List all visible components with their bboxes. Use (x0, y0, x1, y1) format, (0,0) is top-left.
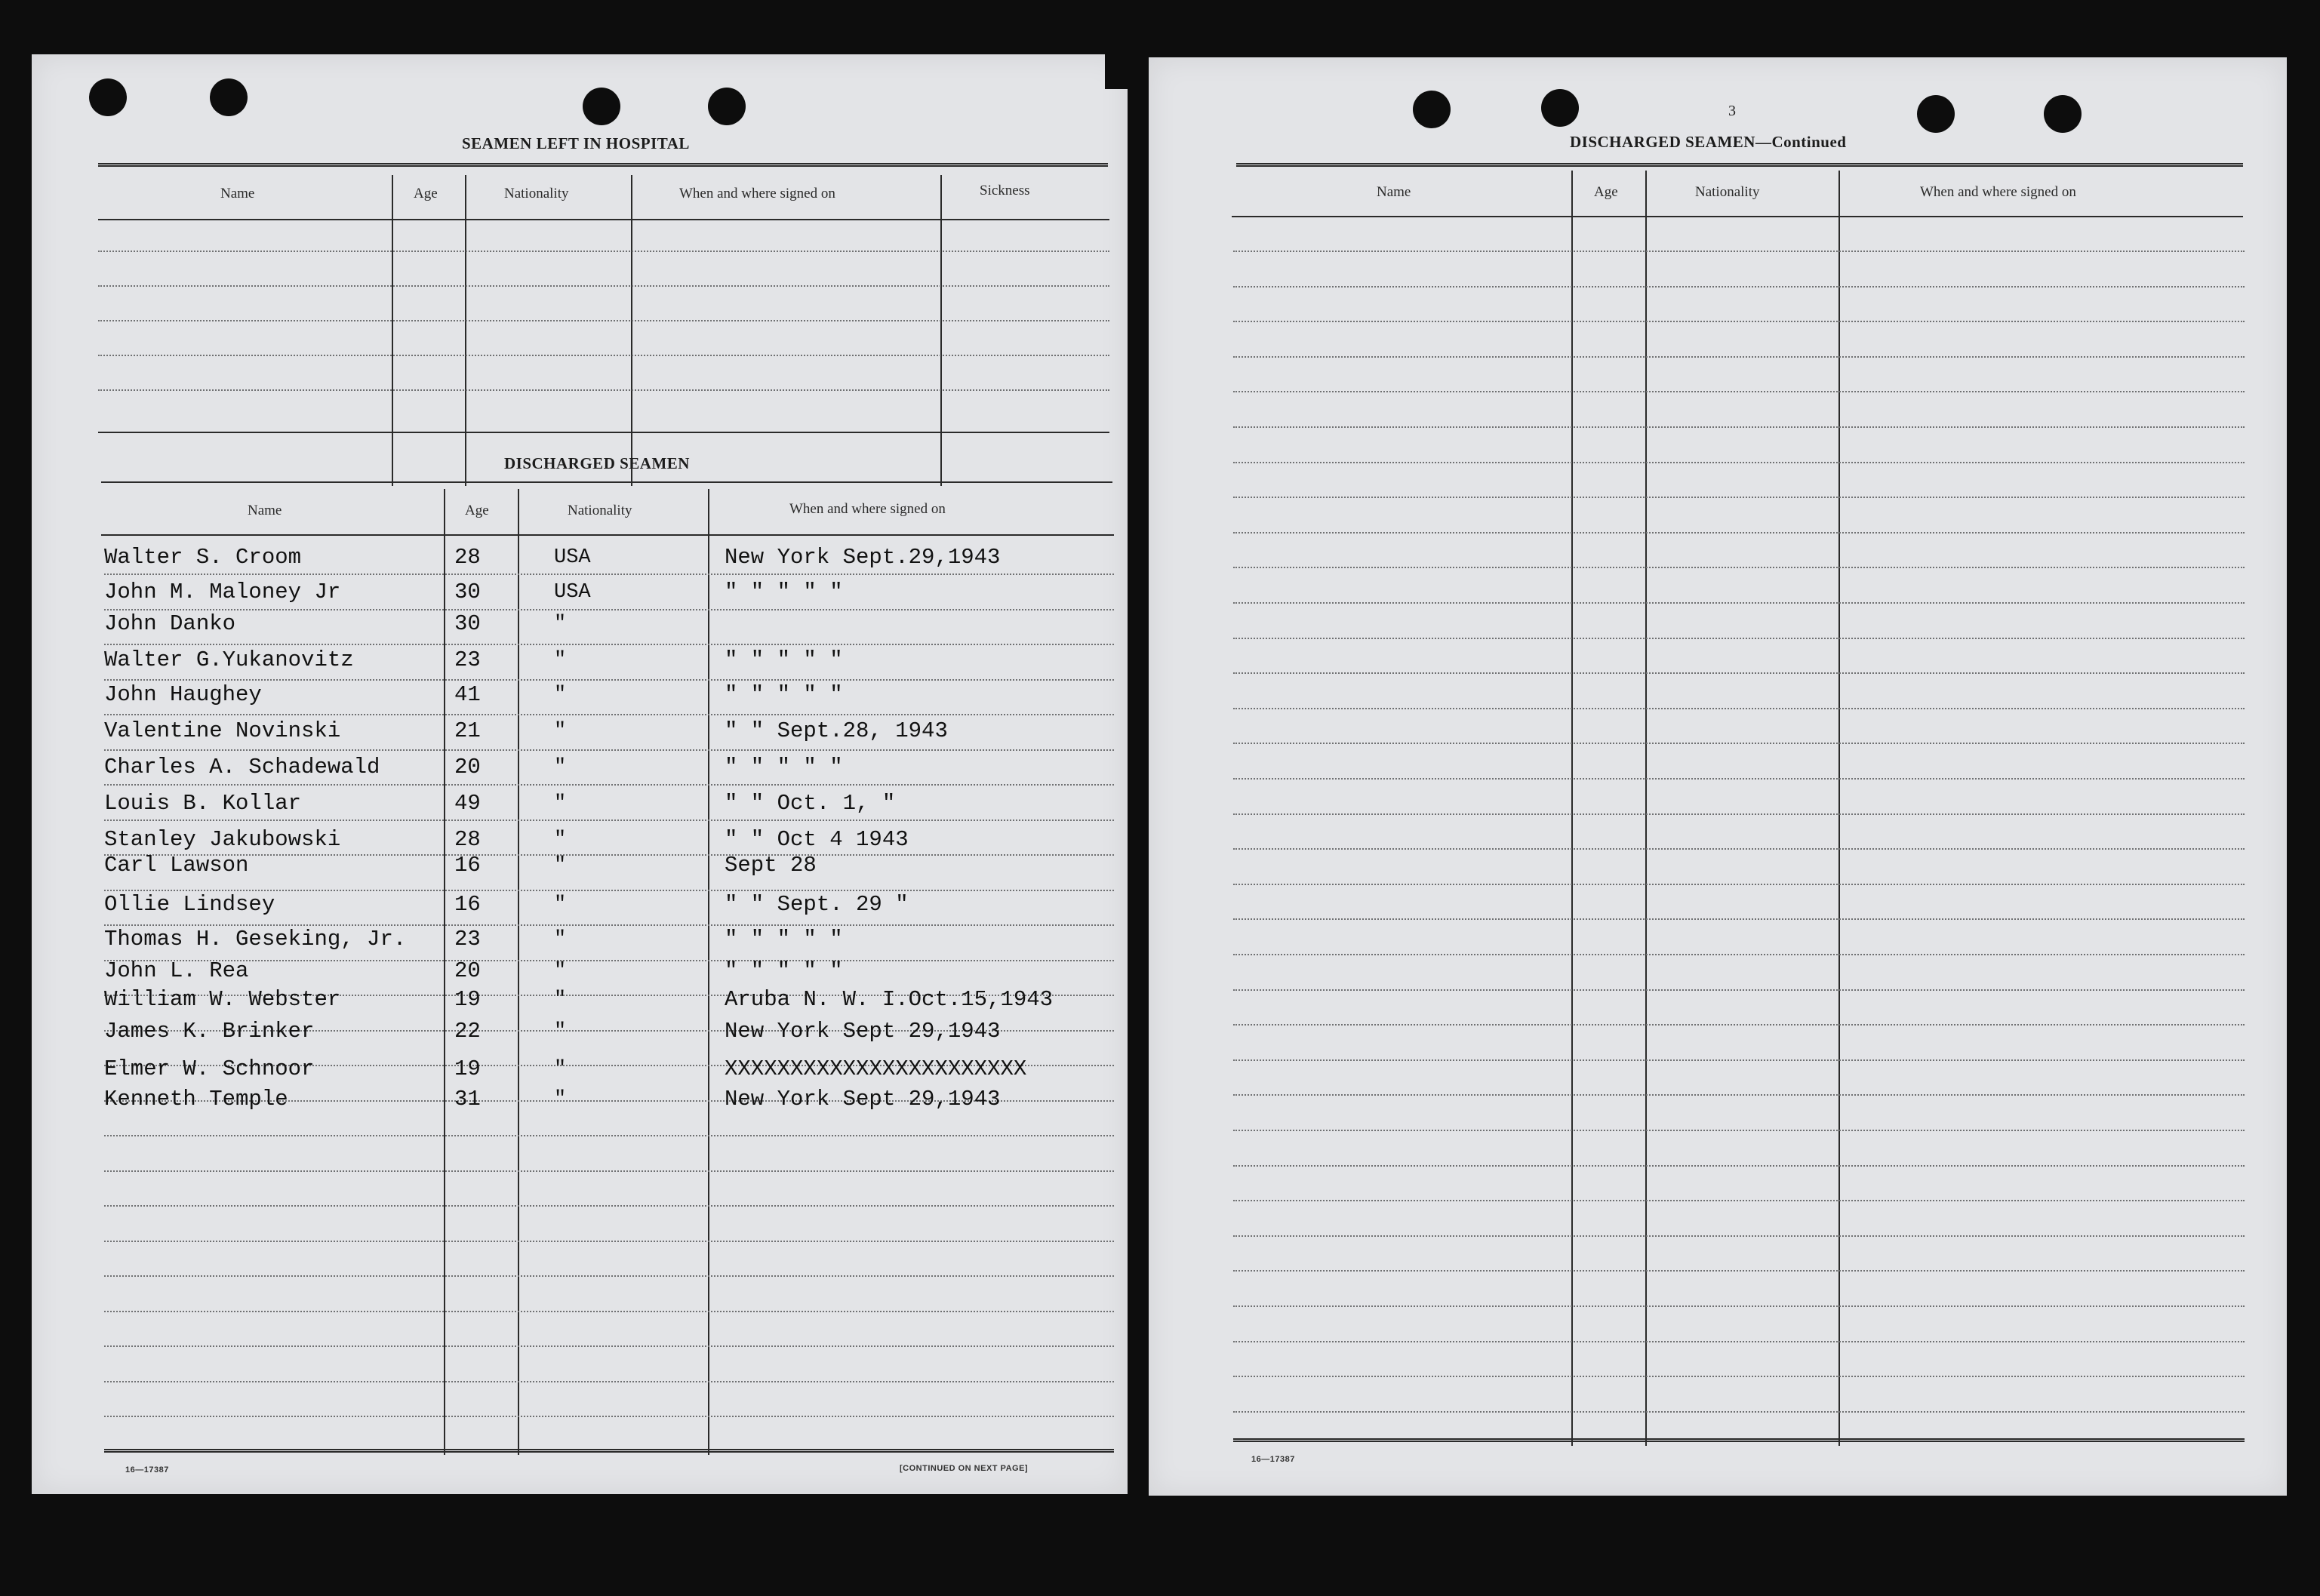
ruled-line (104, 574, 1114, 575)
hospital-col-sickness: Sickness (980, 183, 1030, 198)
right-col-divider (1838, 171, 1840, 1446)
seaman-name: Thomas H. Geseking, Jr. (104, 927, 407, 952)
seaman-name: Carl Lawson (104, 853, 249, 878)
right-header-rule (1232, 216, 2243, 217)
ruled-line (1233, 918, 2245, 920)
right-col-nationality: Nationality (1695, 184, 1760, 200)
seaman-nationality: " (554, 756, 567, 779)
seaman-age: 49 (454, 791, 481, 816)
ruled-line (104, 1205, 1114, 1207)
discharged-col-nationality: Nationality (568, 503, 632, 518)
seaman-nationality: " (554, 893, 567, 916)
ruled-line (1233, 708, 2245, 709)
ruled-line (1233, 286, 2245, 288)
seaman-signed-on: " " Oct. 1, " (725, 791, 896, 816)
seaman-signed-on: " " " " " (725, 755, 843, 780)
ruled-line (1233, 321, 2245, 322)
seaman-name: John Haughey (104, 682, 262, 707)
seaman-signed-on: " " " " " (725, 580, 843, 604)
ruled-line (1233, 813, 2245, 815)
seaman-age: 23 (454, 647, 481, 672)
seaman-name: Charles A. Schadewald (104, 755, 380, 780)
ruled-line (1233, 1270, 2245, 1272)
seaman-age: 20 (454, 755, 481, 780)
seaman-name: Valentine Novinski (104, 718, 341, 743)
seaman-signed-on: " " Sept.28, 1943 (725, 718, 948, 743)
seaman-signed-on: XXXXXXXXXXXXXXXXXXXXXXX (725, 1056, 1027, 1081)
ruled-line (1233, 497, 2245, 498)
discharged-top-rule (101, 481, 1112, 483)
seaman-name: John L. Rea (104, 958, 249, 983)
seaman-nationality: USA (554, 581, 591, 604)
ruled-line (104, 679, 1114, 681)
ruled-line (1233, 1024, 2245, 1026)
seaman-nationality: " (554, 649, 567, 672)
ruled-line (1233, 778, 2245, 780)
ruled-line (104, 1345, 1114, 1347)
hospital-col-name: Name (220, 186, 255, 201)
seaman-nationality: " (554, 1088, 567, 1111)
seaman-age: 20 (454, 958, 481, 983)
right-col-age: Age (1594, 184, 1618, 200)
right-section-title-suffix: —Continued (1755, 133, 1847, 151)
ruled-line (104, 1311, 1114, 1312)
seaman-age: 23 (454, 927, 481, 952)
ruled-line (1233, 567, 2245, 568)
seaman-age: 22 (454, 1019, 481, 1044)
ruled-line (1233, 426, 2245, 428)
punch-hole (1413, 91, 1451, 128)
hospital-header-rule (98, 219, 1109, 220)
ruled-line (1233, 1059, 2245, 1061)
ruled-line (1233, 1235, 2245, 1237)
ruled-line (1233, 1411, 2245, 1413)
discharged-bottom-rule (104, 1449, 1114, 1453)
hospital-section-title: SEAMEN LEFT IN HOSPITAL (462, 134, 690, 152)
seaman-age: 19 (454, 987, 481, 1012)
seaman-name: Louis B. Kollar (104, 791, 302, 816)
right-col-name: Name (1377, 184, 1411, 200)
right-col-divider (1645, 171, 1647, 1446)
seaman-age: 28 (454, 545, 481, 570)
seaman-age: 41 (454, 682, 481, 707)
ruled-line (104, 820, 1114, 821)
discharged-header-rule (101, 534, 1114, 536)
ruled-line (104, 960, 1114, 961)
seaman-signed-on: New York Sept 29,1943 (725, 1019, 1001, 1044)
ruled-line (104, 749, 1114, 751)
discharged-col-name: Name (248, 503, 282, 518)
ruled-line (104, 1135, 1114, 1136)
seaman-signed-on: Aruba N. W. I.Oct.15,1943 (725, 987, 1054, 1012)
right-top-rule (1236, 163, 2243, 167)
ruled-line (1233, 954, 2245, 955)
seaman-age: 30 (454, 580, 481, 604)
discharged-section-title: DISCHARGED SEAMEN (504, 454, 690, 472)
right-page (1149, 57, 2287, 1496)
hospital-col-age: Age (414, 186, 438, 201)
ruled-line (98, 320, 1109, 321)
ruled-line (1233, 1130, 2245, 1131)
hospital-col-divider (631, 175, 632, 486)
punch-hole (89, 78, 127, 116)
ruled-line (104, 924, 1114, 926)
hospital-bottom-rule (98, 432, 1109, 433)
seaman-age: 16 (454, 853, 481, 878)
ruled-line (1233, 532, 2245, 534)
ruled-line (1233, 1341, 2245, 1342)
ruled-line (104, 1275, 1114, 1277)
ruled-line (104, 1416, 1114, 1417)
seaman-name: William W. Webster (104, 987, 341, 1012)
ruled-line (1233, 848, 2245, 850)
continued-note: [CONTINUED ON NEXT PAGE] (900, 1464, 1029, 1473)
seaman-nationality: " (554, 829, 567, 851)
seaman-name: Ollie Lindsey (104, 892, 275, 917)
seaman-signed-on: " " Oct 4 1943 (725, 827, 909, 852)
right-section-title-main: DISCHARGED SEAMEN (1570, 133, 1755, 151)
discharged-col-age: Age (465, 503, 489, 518)
punch-hole (1541, 89, 1579, 127)
ruled-line (1233, 743, 2245, 744)
seaman-name: John Danko (104, 611, 236, 636)
punch-hole (1917, 95, 1955, 133)
punch-hole (583, 88, 620, 125)
seaman-signed-on: Sept 28 (725, 853, 817, 878)
seaman-name: Stanley Jakubowski (104, 827, 341, 852)
seaman-name: Elmer W. Schnoor (104, 1056, 315, 1081)
ruled-line (1233, 1165, 2245, 1167)
seaman-name: James K. Brinker (104, 1019, 315, 1044)
ruled-line (104, 644, 1114, 645)
ruled-line (104, 714, 1114, 715)
seaman-signed-on: " " " " " (725, 927, 843, 952)
form-number: 16—17387 (125, 1465, 169, 1475)
ruled-line (1233, 638, 2245, 639)
seaman-age: 31 (454, 1087, 481, 1112)
seaman-nationality: " (554, 928, 567, 951)
seaman-signed-on: " " Sept. 29 " (725, 892, 909, 917)
ruled-line (104, 609, 1114, 610)
ruled-line (1233, 391, 2245, 392)
seaman-signed-on: " " " " " (725, 958, 843, 983)
ruled-line (104, 854, 1114, 856)
seaman-signed-on: New York Sept 29,1943 (725, 1087, 1001, 1112)
ruled-line (1233, 1094, 2245, 1096)
right-section-title (1570, 133, 1846, 152)
ruled-line (1233, 884, 2245, 885)
seaman-age: 30 (454, 611, 481, 636)
hospital-col-divider (465, 175, 466, 486)
seaman-nationality: " (554, 792, 567, 815)
hospital-col-nationality: Nationality (504, 186, 569, 201)
ruled-line (1233, 672, 2245, 674)
right-bottom-rule (1233, 1438, 2245, 1442)
ruled-line (98, 389, 1109, 391)
seaman-signed-on: " " " " " (725, 682, 843, 707)
seaman-signed-on: " " " " " (725, 647, 843, 672)
right-form-number: 16—17387 (1251, 1455, 1295, 1464)
page-number: 3 (1728, 103, 1736, 119)
ruled-line (1233, 1200, 2245, 1201)
punch-hole (708, 88, 746, 125)
discharged-col-signed-on: When and where signed on (789, 501, 946, 517)
seaman-nationality: USA (554, 546, 591, 569)
seaman-nationality: " (554, 684, 567, 706)
ruled-line (1233, 356, 2245, 358)
seaman-name: Kenneth Temple (104, 1087, 288, 1112)
hospital-top-rule (98, 163, 1108, 167)
hospital-col-divider (940, 175, 942, 486)
seaman-name: John M. Maloney Jr (104, 580, 341, 604)
ruled-line (1233, 251, 2245, 252)
seaman-nationality: " (554, 613, 567, 635)
seaman-name: Walter S. Croom (104, 545, 302, 570)
ruled-line (1233, 1305, 2245, 1307)
right-col-divider (1571, 171, 1573, 1446)
seaman-nationality: " (554, 854, 567, 877)
seaman-nationality: " (554, 1020, 567, 1043)
ruled-line (104, 1241, 1114, 1242)
right-col-signed-on: When and where signed on (1920, 184, 2076, 200)
ruled-line (104, 784, 1114, 786)
seaman-nationality: " (554, 989, 567, 1011)
seaman-nationality: " (554, 1058, 567, 1081)
punch-hole (210, 78, 248, 116)
ruled-line (1233, 1376, 2245, 1377)
ruled-line (98, 251, 1109, 252)
ruled-line (104, 1381, 1114, 1382)
seaman-nationality: " (554, 720, 567, 743)
ruled-line (104, 890, 1114, 891)
left-page (32, 54, 1128, 1494)
seaman-name: Walter G.Yukanovitz (104, 647, 354, 672)
hospital-col-divider (392, 175, 393, 486)
seaman-age: 28 (454, 827, 481, 852)
ruled-line (1233, 602, 2245, 604)
seaman-nationality: " (554, 960, 567, 983)
seaman-age: 19 (454, 1056, 481, 1081)
hospital-col-signed-on: When and where signed on (679, 186, 835, 201)
ruled-line (98, 285, 1109, 287)
seaman-signed-on: New York Sept.29,1943 (725, 545, 1001, 570)
ruled-line (1233, 989, 2245, 991)
seaman-age: 21 (454, 718, 481, 743)
ruled-line (98, 355, 1109, 356)
ruled-line (104, 1170, 1114, 1172)
seaman-age: 16 (454, 892, 481, 917)
punch-hole (2044, 95, 2082, 133)
ruled-line (1233, 462, 2245, 463)
